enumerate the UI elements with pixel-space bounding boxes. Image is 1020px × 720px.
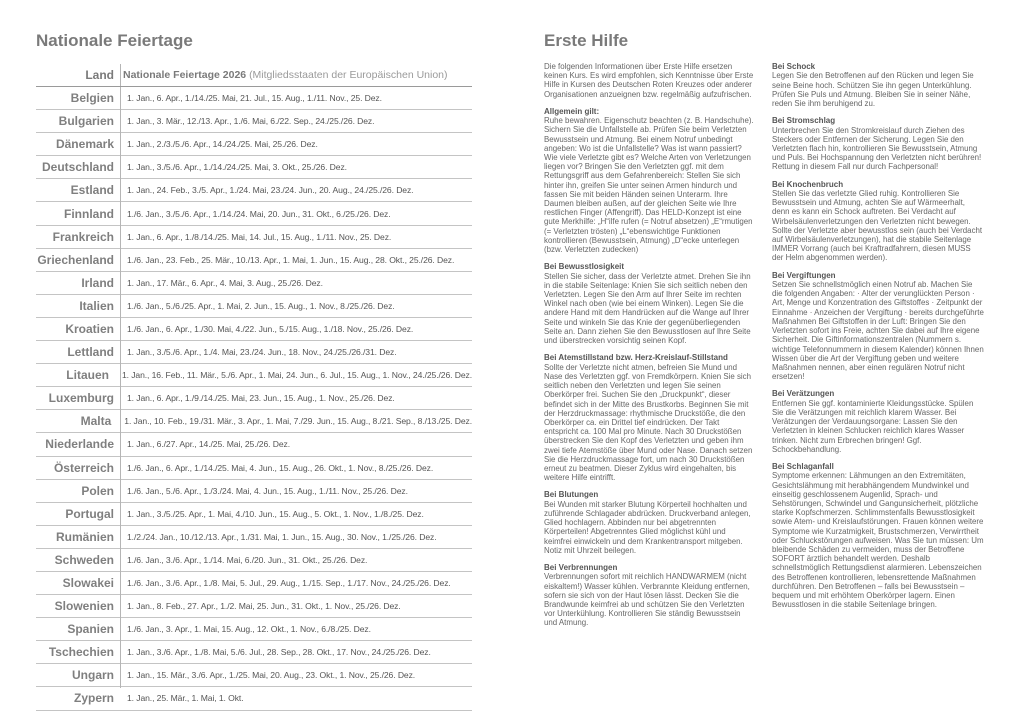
table-row	[36, 249, 472, 272]
first-aid-section	[544, 62, 754, 99]
country-name: Zypern	[73, 691, 114, 706]
section-text: Sollte der Verletzte nicht atmen, befreien Sie Mund und Nase des Verletzten ggf. von Fremdkörpern. Knien Sie sich seitlich neben den Verletzten und legen Sie seinen Oberkörper frei. Suchen Sie den „Druckpunkt“, dieser befindet sich in der Mitte des Brustkorbs. Beginnen Sie mit der Herzdruckmassage: rhythmische Druckstöße, die den Oberkörper ca. ein Drittel tief eindrücken. Der Takt entspricht ca. 100 Mal pro Minute. Nach 30 Druckstößen überstrecken Sie den Kopf des Verletzten und geben ihm zwei tiefe Atemstöße über Mund oder Nase. Danach setzen Sie die Herzdruckmassage fort, um nach 30 Druckstößen erneut zu beatmen. Dieser Zyklus wird eingehalten, bis weitere Hilfe eintrifft.	[544, 362, 753, 483]
holiday-dates: 1. Jan., 3./5./6. Apr., 1./14./24./25. Mai, 3. Okt., 25./26. Dez.	[127, 162, 347, 173]
table-row	[36, 503, 472, 526]
holiday-dates: 1. Jan., 24. Feb., 3./5. Apr., 1./24. Mai, 23./24. Jun., 20. Aug., 24./25./26. Dez.	[127, 185, 414, 196]
holiday-dates: 1. Jan., 15. Mär., 3./6. Apr., 1./25. Mai, 20. Aug., 23. Okt., 1. Nov., 25./26. Dez.	[127, 670, 416, 681]
country-name: Italien	[79, 298, 114, 313]
table-header	[36, 64, 472, 87]
section-text: Symptome erkennen: Lähmungen an den Extremitäten, Gesichtslähmung mit herabhängendem Mundwinkel und einseitig geschlossenem Augenlid, Sprach- und Sehstörungen, Schwindel und Gangunsicherheit, plötzliche starke Kopfschmerzen. Schlimmstenfalls Bewusstlosigkeit sowie Atem- und Kreislaufstörungen. Frauen können weitere Symptome wie Kurzatmigkeit, Brustschmerzen, Verwirrtheit oder Schluckstörungen aufweisen. Was Sie tun müssen: Um bleibende Schäden zu vermeiden, muss der Betroffene SOFORT ärztlich behandelt werden. Deshalb schnellstmöglich Rettungsdienst alarmieren. Lebenszeichen des Betroffenen kontrollieren, lebensrettende Maßnahmen durchführen. Den Betroffenen – falls bei Bewusstsein – bequem und mit erhöhtem Oberkörper lagern. Einen Bewusstlosen in die stabile Seitenlage bringen.	[772, 471, 984, 610]
holiday-dates: 1. Jan., 16. Feb., 11. Mär., 5./6. Apr., 1. Mai, 24. Jun., 6. Jul., 15. Aug., 1. Nov., 24./25./26. Dez.	[121, 370, 472, 381]
table-row	[36, 87, 472, 110]
holiday-dates: 1. Jan., 3. Mär., 12./13. Apr., 1./6. Mai, 6./22. Sep., 24./25./26. Dez.	[127, 116, 375, 127]
table-row	[36, 341, 472, 364]
holiday-dates: 1. Jan., 25. Mär., 1. Mai, 1. Okt.	[127, 693, 244, 704]
first-aid-section	[772, 180, 984, 263]
header-country: Land	[85, 68, 114, 82]
holiday-dates: 1. Jan., 2./3./5./6. Apr., 14./24./25. Mai, 25./26. Dez.	[127, 139, 318, 150]
first-aid-column-right	[772, 62, 984, 617]
page-title: Nationale Feiertage	[36, 31, 193, 50]
holiday-dates: 1. Jan., 6./27. Apr., 14./25. Mai, 25./26. Dez.	[127, 439, 290, 450]
holiday-dates: 1./6. Jan., 3. Apr., 1. Mai, 15. Aug., 12. Okt., 1. Nov., 6./8./25. Dez.	[127, 624, 371, 635]
country-name: Litauen	[66, 368, 109, 383]
first-aid-section	[772, 62, 984, 108]
column-divider	[120, 64, 121, 688]
holiday-dates: 1. Jan., 3./5./25. Apr., 1. Mai, 4./10. Jun., 15. Aug., 5. Okt., 1. Nov., 1./8./25. Dez.	[127, 508, 424, 519]
first-aid-section	[544, 490, 754, 555]
table-row	[36, 272, 472, 295]
section-heading: Allgemein gilt:	[544, 106, 600, 116]
section-text: Ruhe bewahren. Eigenschutz beachten (z. B. Handschuhe). Sichern Sie die Unfallstelle ab. Prüfen Sie beim Verletzten Bewusstsein und Atmung. Bei einem Notruf unbedingt angeben: Wo ist die Unfallstelle? Was ist wann passiert? Wie viele Verletzte gibt es? Welche Arten von Verletzungen liegen vor? Bringen Sie den Verletzten ggf. mit dem Rettungsgriff aus dem Gefahrenbereich: Stellen Sie sich hinter ihn, greifen Sie unter seinen Armen hindurch und fassen Sie mit beiden Händen seinen Unterarm. Ihre Daumen bleiben außen, auf der gleichen Seite wie Ihre restlichen Finger (Affengriff). Das HELD-Konzept ist eine gute Merkhilfe: „H“ilfe rufen (= Notruf absetzen) „E“rmutigen (= Verletzten trösten) „L“ebenswichtige Funktionen kontrollieren (Bewusstsein, Atmung) „D“ecke unterlegen (bzw. Verletzten zudecken)	[544, 116, 754, 255]
table-row	[36, 664, 472, 687]
holiday-dates: 1. Jan., 10. Feb., 19./31. Mär., 3. Apr., 1. Mai, 7./29. Jun., 15. Aug., 8./21. Sep., 8./13./25. Dez.	[124, 416, 472, 427]
first-aid-title: Erste Hilfe	[544, 31, 629, 50]
table-row	[36, 457, 472, 480]
section-heading: Bei Atemstillstand bzw. Herz-Kreislauf-Stillstand	[544, 353, 728, 363]
table-row	[36, 364, 472, 387]
table-row	[36, 572, 472, 595]
section-text: Stellen Sie das verletzte Glied ruhig. Kontrollieren Sie Bewusstsein und Atmung, achten Sie auf Wärmeerhalt, denn es kann ein Schock auftreten. Bei Verdacht auf Wirbelsäulenverletzungen den Verletzten nicht bewegen. Sollte der Verletzte aber bewusstlos sein (auch bei Verdacht auf Wirbelsäulenverletzungen), hat die stabile Seitenlage IMMER Vorrang (auch bei Kraftradfahrern, diesen MUSS der Helm abgenommen werden).	[772, 189, 983, 263]
holiday-dates: 1./6. Jan., 5./6./25. Apr., 1. Mai, 2. Jun., 15. Aug., 1. Nov., 8./25./26. Dez.	[127, 300, 395, 311]
country-name: Luxemburg	[48, 391, 114, 406]
first-aid-section	[544, 107, 754, 254]
table-row	[36, 156, 472, 179]
table-row	[36, 433, 472, 456]
section-text: Unterbrechen Sie den Stromkreislauf durch Ziehen des Steckers oder Entfernen der Sicherung. Legen Sie den Verletzten flach hin, kontrollieren Sie Bewusstsein, Atmung und Puls. Bei Hochspannung den Verletzten nicht berühren! Rettung in diesem Fall nur durch Fachpersonal!	[772, 125, 982, 172]
holiday-dates: 1./6. Jan., 5./6. Apr., 1./3./24. Mai, 4. Jun., 15. Aug., 1./11. Nov., 25./26. Dez.	[127, 485, 408, 496]
country-name: Rumänien	[55, 529, 114, 544]
country-name: Portugal	[65, 506, 114, 521]
section-heading: Bei Blutungen	[544, 490, 599, 500]
section-heading: Bei Verätzungen	[772, 389, 835, 399]
first-aid-section	[544, 262, 754, 345]
country-name: Griechenland	[37, 252, 114, 267]
holiday-dates: 1./6. Jan., 6. Apr., 1./14./25. Mai, 4. Jun., 15. Aug., 26. Okt., 1. Nov., 8./25./26. Dez.	[127, 462, 434, 473]
holiday-table	[36, 64, 472, 711]
first-aid-section	[544, 353, 754, 482]
country-name: Kroatien	[65, 321, 114, 336]
table-row	[36, 480, 472, 503]
country-name: Estland	[70, 183, 114, 198]
table-row	[36, 549, 472, 572]
table-row	[36, 226, 472, 249]
first-aid-section	[772, 389, 984, 454]
country-name: Polen	[81, 483, 114, 498]
country-name: Spanien	[67, 622, 114, 637]
country-name: Slowakei	[62, 576, 114, 591]
section-text: Die folgenden Informationen über Erste Hilfe ersetzen keinen Kurs. Es wird empfohlen, sich Kenntnisse über Erste Hilfe in Kursen des Deutschen Roten Kreuzes oder anderer Organisationen anzueignen bzw. regelmäßig aufzufrischen.	[544, 62, 754, 99]
table-row	[36, 618, 472, 641]
holiday-dates: 1. Jan., 6. Apr., 1./8./14./25. Mai, 14. Jul., 15. Aug., 1./11. Nov., 25. Dez.	[127, 231, 392, 242]
country-name: Bulgarien	[58, 114, 114, 129]
section-heading: Bei Schock	[772, 62, 816, 71]
section-heading: Bei Knochenbruch	[772, 179, 844, 189]
holiday-dates: 1./6. Jan., 3./6. Apr., 1./8. Mai, 5. Jul., 29. Aug., 1./15. Sep., 1./17. Nov., 24./25./26. Dez.	[127, 578, 451, 589]
holiday-dates: 1./6. Jan., 6. Apr., 1./30. Mai, 4./22. Jun., 5./15. Aug., 1./18. Nov., 25./26. Dez.	[127, 323, 414, 334]
holiday-dates: 1./6. Jan., 3./6. Apr., 1./14. Mai, 6./20. Jun., 31. Okt., 25./26. Dez.	[127, 554, 368, 565]
table-row	[36, 687, 472, 710]
country-name: Irland	[81, 275, 114, 290]
country-name: Finnland	[64, 206, 114, 221]
holiday-dates: 1./6. Jan., 23. Feb., 25. Mär., 10./13. Apr., 1. Mai, 1. Jun., 15. Aug., 28. Okt., 25./26. Dez.	[127, 254, 455, 265]
country-name: Belgien	[70, 91, 114, 106]
holiday-dates: 1. Jan., 8. Feb., 27. Apr., 1./2. Mai, 25. Jun., 31. Okt., 1. Nov., 25./26. Dez.	[127, 601, 401, 612]
table-row	[36, 387, 472, 410]
section-text: Setzen Sie schnellstmöglich einen Notruf ab. Machen Sie die folgenden Angaben: · Alter der verunglückten Person · Art, Menge und Konzentration des Giftstoffes · Zeitpunkt der Einnahme · Anzeichen der Vergiftung · bereits durchgeführte Maßnahmen Bei Giftstoffen in der Luft: Bringen Sie den Verletzten sofort ins Freie, achten Sie dabei auf Ihre eigene Sicherheit. Die Giftinformationszentralen (Nummern s. wichtige Telefonnummern in diesem Kalender) können Ihnen Wissen über die Art der Vergiftung geben und weitere Maßnahmen nennen, aber einen regulären Notruf nicht ersetzen!	[772, 280, 984, 382]
table-row	[36, 641, 472, 664]
country-name: Schweden	[54, 552, 114, 567]
table-row	[36, 295, 472, 318]
first-aid-section	[772, 271, 984, 382]
table-row	[36, 595, 472, 618]
header-title-main: Nationale Feiertage 2026	[123, 69, 247, 81]
section-text: Legen Sie den Betroffenen auf den Rücken und legen Sie seine Beine hoch. Schützen Sie ihn gegen Unterkühlung. Prüfen Sie Puls und Atmung. Bleiben Sie in seiner Nähe, reden Sie ihm beruhigend zu.	[772, 71, 974, 109]
table-row	[36, 318, 472, 341]
first-aid-section	[544, 563, 754, 628]
country-name: Niederlande	[45, 437, 114, 452]
section-heading: Bei Bewusstlosigkeit	[544, 262, 625, 272]
section-heading: Bei Vergiftungen	[772, 270, 836, 280]
country-name: Ungarn	[72, 668, 114, 683]
header-title	[114, 69, 448, 81]
country-name: Malta	[80, 414, 112, 429]
table-row	[36, 133, 472, 156]
holiday-dates: 1./6. Jan., 3./5./6. Apr., 1./14./24. Mai, 20. Jun., 31. Okt., 6./25./26. Dez.	[127, 208, 391, 219]
header-title-sub: (Mitgliedsstaaten der Europäischen Union)	[249, 69, 448, 81]
country-name: Österreich	[53, 460, 114, 475]
country-name: Slowenien	[54, 599, 114, 614]
section-text: Verbrennungen sofort mit reichlich HANDWARMEM (nicht eiskaltem!) Wasser kühlen. Verbrannte Kleidung entfernen, sofern sie sich von der Haut lösen lässt. Decken Sie die Brandwunde keimfrei ab und schützen Sie den Verletzten vor Unterkühlung. Kontrollieren Sie ständig Bewusstsein und Atmung.	[544, 572, 750, 628]
section-heading: Bei Verbrennungen	[544, 562, 618, 572]
country-name: Deutschland	[41, 160, 114, 175]
section-text: Stellen Sie sicher, dass der Verletzte atmet. Drehen Sie ihn in die stabile Seitenlage: Knien Sie sich seitlich neben den Verletzten. Legen Sie den Arm auf Ihrer Seite im rechten Winkel nach oben (wie bei einem Winken). Legen Sie die andere Hand mit dem Handrücken auf die Wange auf Ihrer Seite und winkeln Sie das Knie der gegenüberliegenden Seite an. Dann ziehen Sie den Bewusstlosen auf Ihre Seite und überstrecken vorsichtig seinen Kopf.	[544, 271, 751, 346]
country-name: Tschechien	[48, 645, 114, 660]
holiday-dates: 1. Jan., 3./6. Apr., 1./8. Mai, 5./6. Jul., 28. Sep., 28. Okt., 17. Nov., 24./25./26. Dez.	[127, 647, 431, 658]
country-name: Lettland	[67, 345, 114, 360]
holiday-dates: 1. Jan., 17. Mär., 6. Apr., 4. Mai, 3. Aug., 25./26. Dez.	[127, 277, 323, 288]
table-row	[36, 526, 472, 549]
table-row	[36, 179, 472, 202]
country-name: Dänemark	[55, 137, 114, 152]
section-heading: Bei Schlaganfall	[772, 461, 834, 471]
section-text: Bei Wunden mit starker Blutung Körperteil hochhalten und zuführende Schlagader abdrücken. Druckverband anlegen, Glied hochlagern. Abbinden nur bei abgetrennten Körperteilen! Abgetrenntes Glied möglichst kühl und keimfrei einwickeln und dem Krankentransport mitgeben. Notiz mit Uhrzeit beilegen.	[544, 499, 751, 555]
first-aid-column-left	[544, 62, 754, 636]
table-row	[36, 410, 472, 433]
table-body	[36, 87, 472, 711]
first-aid-section	[772, 116, 984, 171]
holiday-dates: 1. Jan., 6. Apr., 1./9./14./25. Mai, 23. Jun., 15. Aug., 1. Nov., 25./26. Dez.	[127, 393, 395, 404]
holiday-dates: 1./2./24. Jan., 10./12./13. Apr., 1./31. Mai, 1. Jun., 15. Aug., 30. Nov., 1./25./26. Dez.	[127, 531, 437, 542]
holiday-dates: 1. Jan., 3./5./6. Apr., 1./4. Mai, 23./24. Jun., 18. Nov., 24./25./26./31. Dez.	[127, 347, 397, 358]
section-heading: Bei Stromschlag	[772, 116, 836, 126]
first-aid-section	[772, 462, 984, 609]
section-text: Entfernen Sie ggf. kontaminierte Kleidungsstücke. Spülen Sie die Verätzungen mit reichlich klarem Wasser. Bei Verätzungen der Verdauungsorgane: Lassen Sie den Verletzten in kleinen Schlucken reichlich klares Wasser trinken. Nicht zum Erbrechen bringen! Ggf. Schockbehandlung.	[772, 398, 974, 454]
table-row	[36, 110, 472, 133]
country-name: Frankreich	[52, 229, 114, 244]
table-row	[36, 202, 472, 225]
holiday-dates: 1. Jan., 6. Apr., 1./14./25. Mai, 21. Jul., 15. Aug., 1./11. Nov., 25. Dez.	[127, 93, 382, 104]
